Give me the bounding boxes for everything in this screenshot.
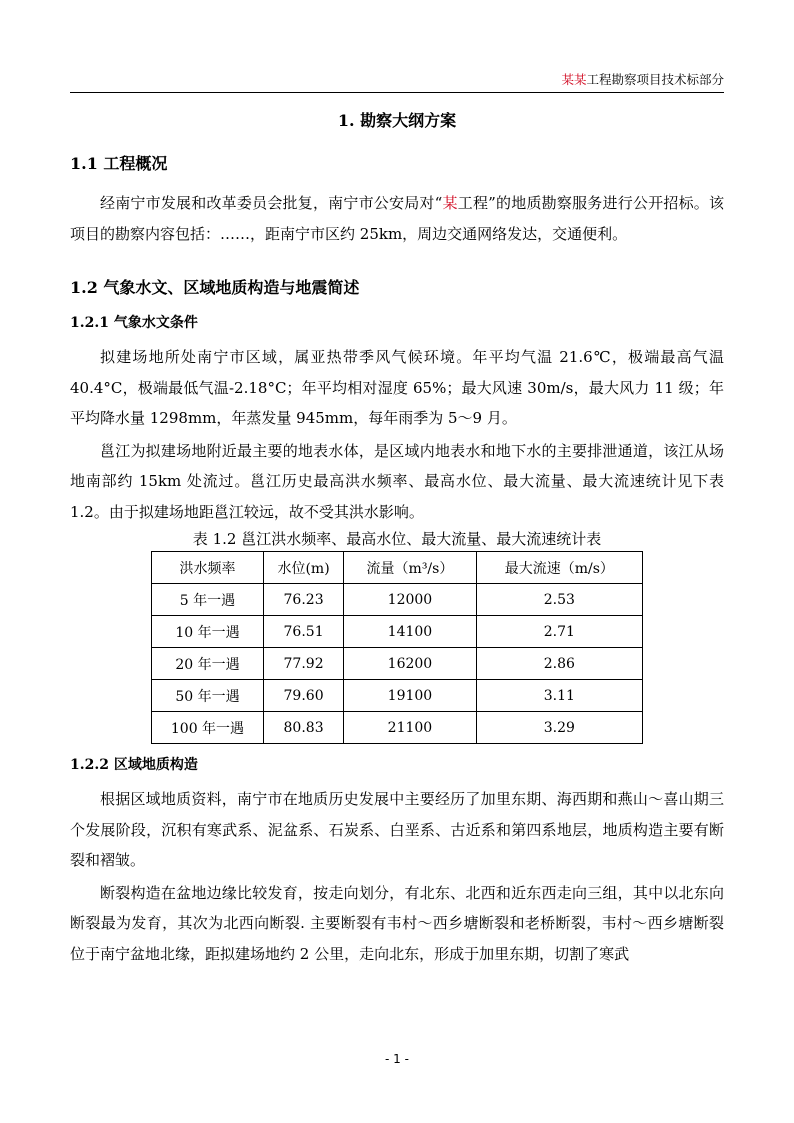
table-cell: 2.53 [476, 584, 642, 616]
flood-statistics-table [151, 551, 643, 744]
table-header-cell: 水位(m) [263, 552, 343, 584]
table-cell: 2.71 [476, 616, 642, 648]
table-cell: 10 年一遇 [152, 616, 264, 648]
section-1-2-1-heading: 1.2.1 气象水文条件 [70, 315, 198, 331]
header-prefix: 某某 [561, 72, 587, 87]
page-number: - 1 - [385, 1052, 409, 1066]
table-row [152, 680, 643, 712]
table-cell: 2.86 [476, 648, 642, 680]
section-1-2-1-paragraph-1: 拟建场地所处南宁市区域，属亚热带季风气候环境。年平均气温 21.6℃，极端最高气温 40.4°C，极端最低气温-2.18°C；年平均相对湿度 65%；最大风速 30m/s，最大风力 11 级；年平均降水量 1298mm，年蒸发量 945mm，每年雨季为 5～9 月。 [70, 348, 724, 427]
section-1-2-1-paragraph-2: 邕江为拟建场地附近最主要的地表水体，是区域内地表水和地下水的主要排泄通道，该江从场地南部约 15km 处流过。邕江历史最高洪水频率、最高水位、最大流量、最大流速统计见下表 1.2。由于拟建场地距邕江较远，故不受其洪水影响。 [70, 441, 724, 521]
table-caption: 表 1.2 邕江洪水频率、最高水位、最大流量、最大流速统计表 [192, 530, 602, 548]
table-cell: 79.60 [263, 680, 343, 712]
table-cell: 76.23 [263, 584, 343, 616]
table-cell: 14100 [344, 616, 476, 648]
table-cell: 19100 [344, 680, 476, 712]
table-header-cell: 洪水频率 [152, 552, 264, 584]
section-1-2-heading: 1.2 气象水文、区域地质构造与地震简述 [70, 278, 360, 297]
header-text: 工程勘察项目技术标部分 [586, 72, 724, 87]
para-highlight: 某 [442, 194, 458, 212]
table-header-cell: 最大流速（m/s） [476, 552, 642, 584]
table-cell: 3.11 [476, 680, 642, 712]
section-1-2-2-paragraph-2: 断裂构造在盆地边缘比较发育，按走向划分，有北东、北西和近东西走向三组，其中以北东向断裂最为发育，其次为北西向断裂. 主要断裂有韦村～西乡塘断裂和老桥断裂，韦村～西乡塘断裂位于南宁盆地北缘，距拟建场地约 2 公里，走向北东，形成于加里东期，切割了寒武 [70, 883, 724, 963]
table-row [152, 584, 643, 616]
table-cell: 5 年一遇 [152, 584, 264, 616]
table-cell: 20 年一遇 [152, 648, 264, 680]
table-header-cell: 流量（m³/s） [344, 552, 476, 584]
table-cell: 21100 [344, 712, 476, 744]
table-row [152, 648, 643, 680]
page-header [70, 70, 724, 93]
table-cell: 12000 [344, 584, 476, 616]
table-cell: 77.92 [263, 648, 343, 680]
para-text-cont: 工程”的地质勘察服务进行公开招标。该项目的勘察内容包括：……，距南宁市区约 25km，周边交通网络发达，交通便利。 [70, 194, 724, 243]
table-row [152, 616, 643, 648]
table-cell: 100 年一遇 [152, 712, 264, 744]
section-1-2-2-paragraph-1: 根据区域地质资料，南宁市在地质历史发展中主要经历了加里东期、海西期和燕山～喜山期三个发展阶段，沉积有寒武系、泥盆系、石炭系、白垩系、古近系和第四系地层，地质构造主要有断裂和褶皱。 [70, 790, 724, 869]
table-header-row [152, 552, 643, 584]
chapter-title: 1. 勘察大纲方案 [337, 111, 457, 130]
table-cell: 76.51 [263, 616, 343, 648]
section-1-1-heading: 1.1 工程概况 [70, 154, 168, 173]
table-cell: 80.83 [263, 712, 343, 744]
para-text: 经南宁市发展和改革委员会批复，南宁市公安局对“ [100, 194, 443, 212]
table-cell: 3.29 [476, 712, 642, 744]
table-cell: 16200 [344, 648, 476, 680]
document-body [70, 108, 724, 971]
section-1-2-2-heading: 1.2.2 区域地质构造 [70, 757, 198, 773]
section-1-1-paragraph [70, 188, 724, 249]
table-row [152, 712, 643, 744]
table-cell: 50 年一遇 [152, 680, 264, 712]
